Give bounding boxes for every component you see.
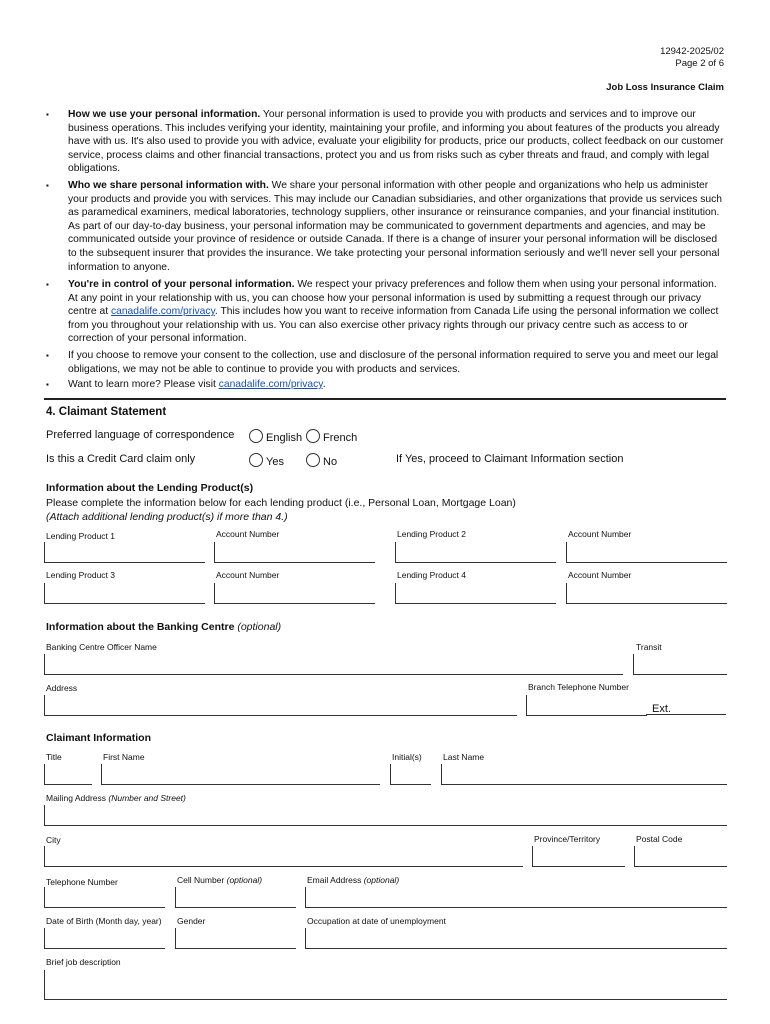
- privacy-item-heading: Who we share personal information with.: [68, 180, 269, 191]
- cell-label-text: Cell Number: [177, 875, 225, 885]
- account-number-3-label: Account Number: [216, 570, 280, 580]
- credit-card-question: Is this a Credit Card claim only: [46, 453, 196, 465]
- section-title: 4. Claimant Statement: [46, 406, 167, 418]
- radio-french[interactable]: [306, 428, 357, 446]
- banking-heading-text: Information about the Banking Centre: [46, 621, 235, 633]
- account-number-2-input[interactable]: [566, 542, 727, 563]
- mailing-address-input[interactable]: [44, 805, 727, 826]
- privacy-item-heading: You're in control of your personal information.: [68, 279, 295, 290]
- cell-hint: (optional): [226, 875, 263, 885]
- privacy-item-text: We share your personal information with other people and organizations who help us administer your products and provide you with services. This may include our Canadian subsidiaries, and other organizations that provide us services such as paramedical examiners, medical laboratories, technology suppliers, other insurance or reinsurance companies, and your financial institution. As part of our day-to-day business, your personal information may be communicated to government departments and agencies, and may be communicated outside your province of residence or outside Canada. If there is a change of insurer your personal information will be disclosed to the subsequent insurer that provides the insurance. We take protecting your personal information seriously and we'll never sell your personal information to anyone.: [68, 180, 723, 273]
- radio-english[interactable]: [249, 428, 302, 446]
- form-number: 12942-2025/02: [660, 46, 724, 57]
- cell-input[interactable]: [175, 887, 296, 908]
- privacy-item-text: Your personal information is used to provide you with products and services and to improve our business operations. This includes verifying your identity, maintaining your profile, and informing you about features of the products you already have with us. It's also used to provide you with advice, evaluate your eligibility for products, price our products, collect feedback on our customer service, process claims and other financial transactions, protect you and us from risks such as cyber threats and fraud, and comply with legal obligations.: [68, 109, 724, 175]
- address-label: Address: [46, 683, 78, 693]
- bullet-icon: ▪: [46, 380, 49, 389]
- bullet-icon: ▪: [46, 110, 49, 119]
- province-label: Province/Territory: [534, 834, 601, 844]
- telephone-label: Telephone Number: [46, 877, 118, 887]
- radio-circle-icon: [249, 453, 263, 467]
- email-label: [307, 875, 399, 885]
- address-input[interactable]: [44, 695, 517, 716]
- branch-phone-input[interactable]: [526, 695, 647, 716]
- lending-product-2-input[interactable]: [395, 542, 556, 563]
- radio-label: Yes: [266, 456, 284, 468]
- lending-note: (Attach additional lending product(s) if more than 4.): [46, 511, 288, 523]
- radio-label: English: [266, 432, 303, 444]
- page-number: Page 2 of 6: [675, 58, 724, 69]
- last-name-label: Last Name: [443, 752, 485, 762]
- postal-code-label: Postal Code: [636, 834, 683, 844]
- privacy-link[interactable]: canadalife.com/privacy: [110, 306, 215, 318]
- first-name-label: First Name: [103, 752, 145, 762]
- account-number-1-input[interactable]: [214, 542, 375, 563]
- lending-product-4-label: Lending Product 4: [397, 570, 466, 580]
- lending-product-4-input[interactable]: [395, 583, 556, 604]
- first-name-input[interactable]: [101, 764, 380, 785]
- radio-label: French: [323, 432, 358, 444]
- occupation-input[interactable]: [305, 928, 727, 949]
- account-number-2-label: Account Number: [568, 529, 632, 539]
- mailing-address-label: [46, 793, 186, 803]
- privacy-item-text: If you choose to remove your consent to the collection, use and disclosure of the personal information required to serve you and meet our legal obligations, we may not be able to continue to provide you with products and services.: [68, 350, 719, 375]
- lending-heading: Information about the Lending Product(s): [46, 482, 254, 494]
- credit-card-note: If Yes, proceed to Claimant Information section: [396, 453, 624, 465]
- officer-name-input[interactable]: [44, 654, 623, 675]
- title-input[interactable]: [44, 764, 92, 785]
- radio-no[interactable]: [306, 452, 337, 470]
- dob-input[interactable]: [44, 928, 165, 949]
- account-number-4-input[interactable]: [566, 583, 727, 604]
- officer-name-label: Banking Centre Officer Name: [46, 642, 157, 652]
- title-label: Title: [46, 752, 62, 762]
- job-description-input[interactable]: [44, 970, 727, 1000]
- email-input[interactable]: [305, 887, 727, 908]
- account-number-1-label: Account Number: [216, 529, 280, 539]
- lending-product-3-input[interactable]: [44, 583, 205, 604]
- province-input[interactable]: [532, 846, 625, 867]
- branch-phone-label: Branch Telephone Number: [528, 682, 629, 692]
- bullet-icon: ▪: [46, 280, 49, 289]
- account-number-4-label: Account Number: [568, 570, 632, 580]
- radio-circle-icon: [249, 429, 263, 443]
- banking-optional-hint: (optional): [237, 621, 282, 633]
- privacy-item-share: [46, 179, 726, 274]
- privacy-item-text: We respect your privacy preferences and follow them when using your personal information. At any point in your relationship with us, you can choose how your personal information is used by submitting a request through our privacy centre at: [68, 279, 717, 318]
- initials-label: Initial(s): [392, 752, 422, 762]
- email-hint: (optional): [363, 875, 400, 885]
- section-divider: [44, 398, 726, 400]
- radio-yes[interactable]: [249, 452, 284, 470]
- radio-circle-icon: [306, 429, 320, 443]
- last-name-input[interactable]: [441, 764, 727, 785]
- privacy-item-text: .: [322, 379, 326, 390]
- account-number-3-input[interactable]: [214, 583, 375, 604]
- lending-product-1-label: Lending Product 1: [46, 531, 115, 541]
- transit-input[interactable]: [633, 654, 727, 675]
- lending-product-2-label: Lending Product 2: [397, 529, 466, 539]
- ext-input[interactable]: [646, 703, 726, 715]
- lending-product-1-input[interactable]: [44, 542, 205, 563]
- radio-circle-icon: [306, 453, 320, 467]
- privacy-item-text: . This includes how you want to receive information from Canada Life using the personal information we collect from you throughout your relationship with us. You can also exercise other privacy rights through our privacy centre such as access to or correction of your personal information.: [68, 306, 719, 345]
- mailing-address-text: Mailing Address: [46, 793, 107, 803]
- city-label: City: [46, 835, 61, 845]
- telephone-input[interactable]: [44, 887, 165, 908]
- language-question: Preferred language of correspondence: [46, 429, 235, 441]
- privacy-item-learn: [46, 378, 726, 392]
- gender-label: Gender: [177, 916, 206, 926]
- mailing-address-hint: (Number and Street): [108, 793, 186, 803]
- form-title: Job Loss Insurance Claim: [606, 82, 724, 93]
- transit-label: Transit: [636, 642, 662, 652]
- privacy-item-text: Want to learn more? Please visit: [68, 379, 219, 390]
- dob-label: Date of Birth (Month day, year): [46, 916, 162, 926]
- occupation-label: Occupation at date of unemployment: [307, 916, 446, 926]
- gender-input[interactable]: [175, 928, 296, 949]
- postal-code-input[interactable]: [634, 846, 727, 867]
- claimant-heading: Claimant Information: [46, 732, 152, 744]
- cell-label: [177, 875, 262, 885]
- radio-label: No: [323, 456, 338, 468]
- job-description-label: Brief job description: [46, 957, 121, 967]
- privacy-item-use: [46, 108, 726, 176]
- privacy-item-consent: [46, 349, 726, 376]
- bullet-icon: ▪: [46, 181, 49, 190]
- banking-heading: [46, 621, 281, 633]
- lending-product-3-label: Lending Product 3: [46, 570, 115, 580]
- bullet-icon: ▪: [46, 351, 49, 360]
- ext-label: Ext.: [652, 703, 671, 715]
- city-input[interactable]: [44, 846, 523, 867]
- privacy-item-heading: How we use your personal information.: [68, 109, 261, 120]
- initials-input[interactable]: [390, 764, 431, 785]
- privacy-link[interactable]: canadalife.com/privacy: [218, 379, 323, 390]
- lending-instruction: Please complete the information below for each lending product (i.e., Personal Loan, Mortgage Loan): [46, 497, 516, 509]
- email-label-text: Email Address: [307, 875, 362, 885]
- privacy-item-control: [46, 278, 726, 346]
